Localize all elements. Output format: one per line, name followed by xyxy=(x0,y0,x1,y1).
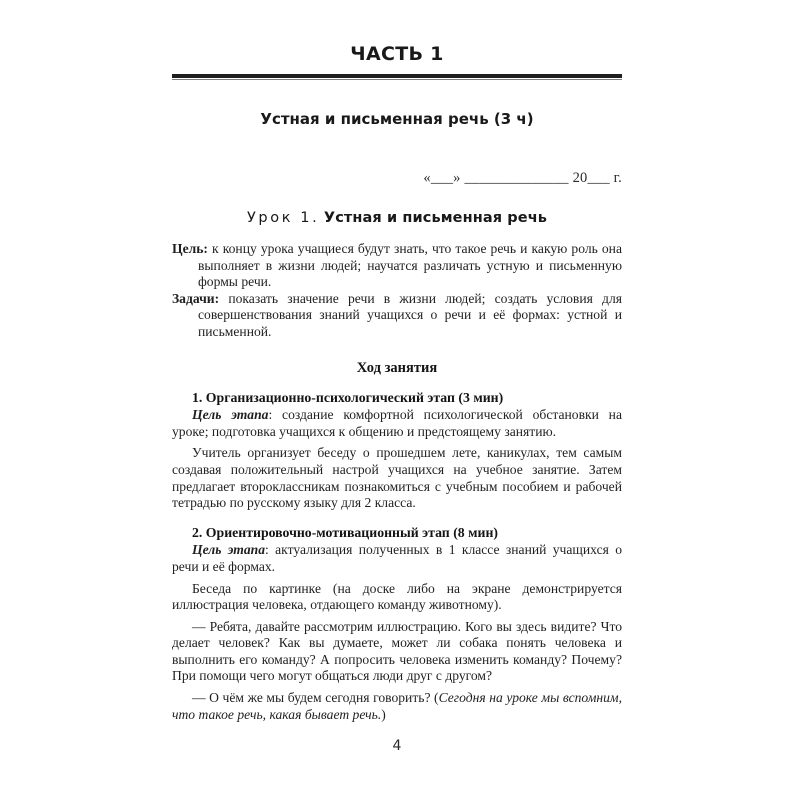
stage-2-question-2-tail: ) xyxy=(381,706,386,722)
stage-1-aim xyxy=(172,406,622,440)
objective-tasks-text: показать значение речи в жизни людей; создать условия для совершенствования знаний учащихся о речи и её формах: устной и письменной. xyxy=(198,290,622,339)
document-page xyxy=(172,0,622,800)
date-blank-line: «___» ______________ 20___ г. xyxy=(423,170,622,186)
lesson-number-label: Урок 1. xyxy=(246,210,320,226)
objective-goal xyxy=(172,226,622,291)
stage-2-question-2-lead: — О чём же мы будем сегодня говорить? ( xyxy=(192,690,439,706)
procedure-heading: Ход занятия xyxy=(356,359,438,376)
stage-2-question-1: — Ребята, давайте рассмотрим иллюстрацию. Кого вы здесь видите? Что делает человек? Как вы думаете, может ли собака понять человека и выполнить его команду? А попросить человека изменить команду? Почему? При помощи чего могут общаться люди друг с другом? xyxy=(172,618,622,684)
objective-tasks-label: Задачи: xyxy=(172,290,220,306)
lesson-title: Устная и письменная речь xyxy=(323,210,548,226)
stage-1-paragraph: Учитель организует беседу о прошедшем лете, каникулах, тем самым создавая положительный настрой учащихся на учебное занятие. Затем предлагает второклассникам познакомиться с учебным пособием и рабочей тетрадью по русскому языку для 2 класса. xyxy=(172,445,622,511)
stage-2-aim xyxy=(172,541,622,575)
objective-tasks xyxy=(172,291,622,341)
stage-2-heading: 2. Ориентировочно-мотивационный этап (8 мин) xyxy=(192,524,499,540)
section-subtitle: Устная и письменная речь (3 ч) xyxy=(260,110,534,128)
page-title: ЧАСТЬ 1 xyxy=(350,43,444,65)
stage-1-heading: 1. Организационно-психологический этап (3 мин) xyxy=(192,389,504,405)
stage-1-aim-label: Цель этапа xyxy=(192,407,269,423)
stage-1-aim-text: : создание комфортной психологической обстановки на уроке; подготовка учащихся к общению и предстоящему занятию. xyxy=(172,407,622,439)
stage-2-question-2 xyxy=(172,685,622,723)
objective-goal-text: к концу урока учащиеся будут знать, что такое речь и какую роль она выполняет в жизни людей; научатся различать устную и письменную формы речи. xyxy=(198,241,622,290)
stage-2-aim-text: : актуализация полученных в 1 классе знаний учащихся о речи и её формах. xyxy=(172,542,622,574)
objective-goal-label: Цель: xyxy=(172,241,208,256)
page-number: 4 xyxy=(392,738,402,754)
lesson-heading xyxy=(172,187,622,226)
stage-2-question-2-italic: Сегодня на уроке мы вспомним, что такое речь, какая бывает речь. xyxy=(172,690,622,722)
stage-2-aim-label: Цель этапа xyxy=(192,542,266,558)
stage-2-paragraph: Беседа по картинке (на доске либо на экране демонстрируется иллюстрация человека, отдающего команду животному). xyxy=(172,580,622,613)
